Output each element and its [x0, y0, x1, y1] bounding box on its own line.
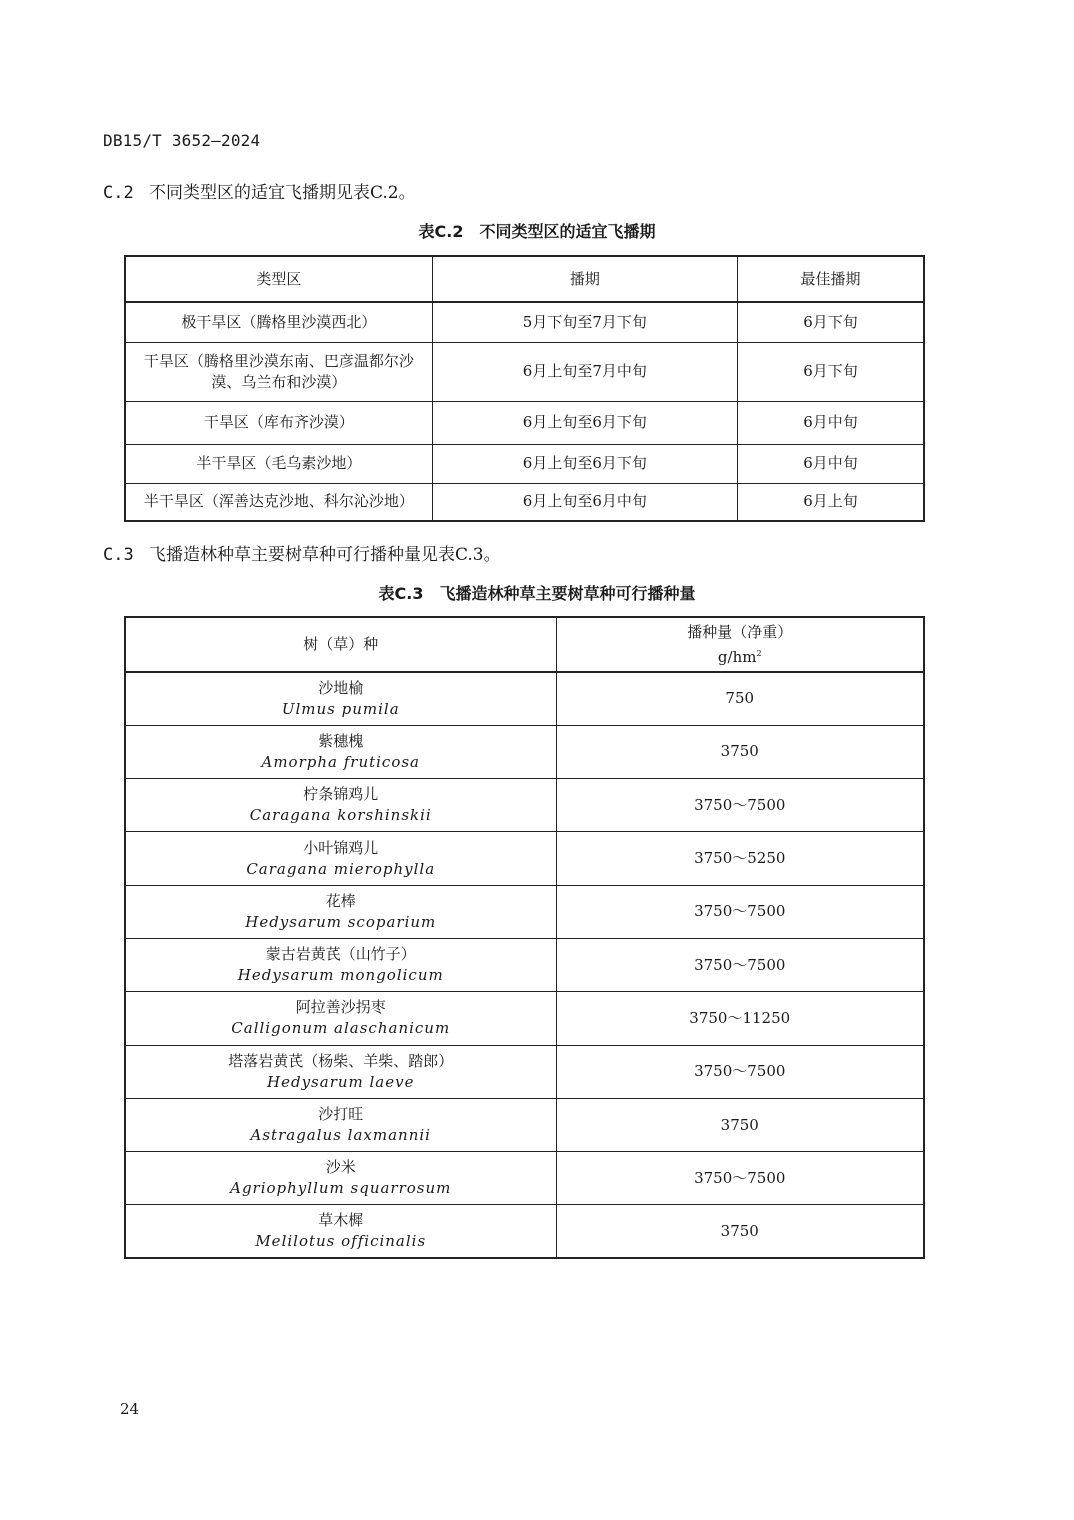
- species-name-latin: Caragana korshinskii: [249, 806, 432, 825]
- clause-number: C.3: [103, 545, 134, 565]
- table-c2: [124, 255, 925, 522]
- table-row: [125, 444, 924, 483]
- best-period-cell: 6月下旬: [737, 342, 924, 401]
- species-name-zh: 柠条锦鸡儿: [303, 785, 379, 804]
- species-name-latin: Hedysarum mongolicum: [237, 966, 444, 985]
- seeding-rate-cell: 3750～11250: [556, 992, 924, 1045]
- period-cell: 6月上旬至6月下旬: [432, 444, 737, 483]
- zone-cell: [125, 342, 432, 401]
- unit-superscript: 2: [756, 648, 762, 658]
- species-name-latin: Amorpha fruticosa: [261, 752, 420, 771]
- species-name-zh: 塔落岩黄芪（杨柴、羊柴、踏郎）: [228, 1051, 454, 1070]
- paragraph-c2: [103, 178, 416, 203]
- seeding-rate-cell: 3750～7500: [556, 885, 924, 938]
- species-name-zh: 小叶锦鸡儿: [303, 838, 379, 857]
- table-row: [125, 401, 924, 444]
- species-name-zh: 蒙古岩黄芪（山竹子）: [265, 945, 416, 964]
- species-cell: [125, 832, 556, 885]
- species-name-zh: 沙米: [325, 1158, 356, 1177]
- unit-label: [563, 643, 918, 668]
- table-row: [125, 1205, 924, 1258]
- period-cell: 5月下旬至7月下旬: [432, 302, 737, 342]
- table-row: [125, 779, 924, 832]
- species-cell: [125, 779, 556, 832]
- page-number: 24: [120, 1400, 140, 1418]
- species-cell: [125, 1098, 556, 1151]
- species-name-zh: 沙地榆: [318, 678, 364, 697]
- table-row: [125, 342, 924, 401]
- species-name-latin: Calligonum alaschanicum: [231, 1019, 451, 1038]
- best-period-cell: 6月上旬: [737, 483, 924, 521]
- seeding-rate-cell: 3750: [556, 1205, 924, 1258]
- zone-cell: 干旱区（库布齐沙漠）: [125, 401, 432, 444]
- table-row: [125, 885, 924, 938]
- header-line: 播种量（净重）: [687, 622, 793, 641]
- table-row: [125, 1152, 924, 1205]
- species-name-zh: 草木樨: [318, 1211, 364, 1230]
- species-name-zh: 阿拉善沙拐枣: [295, 998, 386, 1017]
- table-header-row: [125, 617, 924, 672]
- species-name-latin: Caragana mierophylla: [246, 859, 436, 878]
- zone-line: 漠、乌兰布和沙漠）: [211, 372, 347, 391]
- table-header-row: [125, 256, 924, 302]
- species-name-zh: 紫穗槐: [318, 731, 364, 750]
- seeding-rate-cell: 750: [556, 672, 924, 725]
- caption-title: 不同类型区的适宜飞播期: [479, 222, 656, 241]
- zone-line: 干旱区（腾格里沙漠东南、巴彦温都尔沙: [143, 351, 414, 370]
- caption-title: 飞播造林种草主要树草种可行播种量: [439, 584, 696, 603]
- species-cell: [125, 1152, 556, 1205]
- table-c3: [124, 616, 925, 1259]
- best-period-cell: 6月中旬: [737, 444, 924, 483]
- species-cell: [125, 672, 556, 725]
- species-name-latin: Ulmus pumila: [281, 699, 400, 718]
- header-cell: 播期: [432, 256, 737, 302]
- seeding-rate-cell: 3750～5250: [556, 832, 924, 885]
- table-row: [125, 1045, 924, 1098]
- seeding-rate-cell: 3750～7500: [556, 938, 924, 991]
- species-name-zh: 沙打旺: [318, 1105, 364, 1124]
- species-cell: [125, 938, 556, 991]
- best-period-cell: 6月下旬: [737, 302, 924, 342]
- table-row: [125, 992, 924, 1045]
- paragraph-c3: [103, 540, 501, 565]
- seeding-rate-cell: 3750～7500: [556, 779, 924, 832]
- table-row: [125, 832, 924, 885]
- zone-cell: 半干旱区（毛乌素沙地）: [125, 444, 432, 483]
- unit-text: g/hm: [717, 647, 757, 666]
- table-c2-caption: [0, 219, 1074, 242]
- table-c3-caption: [0, 581, 1074, 604]
- clause-text: 飞播造林种草主要树草种可行播种量见表C.3。: [149, 545, 501, 565]
- table-body: [125, 672, 924, 1258]
- clause-number: C.2: [103, 183, 134, 203]
- seeding-rate-cell: 3750～7500: [556, 1045, 924, 1098]
- header-cell: [556, 617, 924, 672]
- species-cell: [125, 725, 556, 778]
- species-name-zh: 花棒: [325, 891, 356, 910]
- seeding-rate-cell: 3750: [556, 725, 924, 778]
- species-name-latin: Hedysarum laeve: [267, 1072, 415, 1091]
- species-name-latin: Hedysarum scoparium: [245, 912, 437, 931]
- table-row: [125, 672, 924, 725]
- zone-cell: 半干旱区（浑善达克沙地、科尔沁沙地）: [125, 483, 432, 521]
- document-code: DB15/T 3652—2024: [103, 131, 261, 150]
- period-cell: 6月上旬至7月中旬: [432, 342, 737, 401]
- table-row: [125, 483, 924, 521]
- species-cell: [125, 885, 556, 938]
- seeding-rate-cell: 3750: [556, 1098, 924, 1151]
- table-row: [125, 302, 924, 342]
- zone-cell: 极干旱区（腾格里沙漠西北）: [125, 302, 432, 342]
- period-cell: 6月上旬至6月下旬: [432, 401, 737, 444]
- caption-number: 表C.2: [418, 222, 464, 241]
- species-name-latin: Astragalus laxmannii: [250, 1126, 431, 1145]
- table-row: [125, 725, 924, 778]
- caption-number: 表C.3: [378, 584, 424, 603]
- header-cell: 类型区: [125, 256, 432, 302]
- table-row: [125, 938, 924, 991]
- table-row: [125, 1098, 924, 1151]
- header-cell: 最佳播期: [737, 256, 924, 302]
- clause-text: 不同类型区的适宜飞播期见表C.2。: [149, 183, 416, 203]
- period-cell: 6月上旬至6月中旬: [432, 483, 737, 521]
- species-cell: [125, 1205, 556, 1258]
- species-cell: [125, 992, 556, 1045]
- header-cell: 树（草）种: [125, 617, 556, 672]
- species-name-latin: Melilotus officinalis: [255, 1232, 427, 1251]
- best-period-cell: 6月中旬: [737, 401, 924, 444]
- species-name-latin: Agriophyllum squarrosum: [230, 1179, 452, 1198]
- seeding-rate-cell: 3750～7500: [556, 1152, 924, 1205]
- species-cell: [125, 1045, 556, 1098]
